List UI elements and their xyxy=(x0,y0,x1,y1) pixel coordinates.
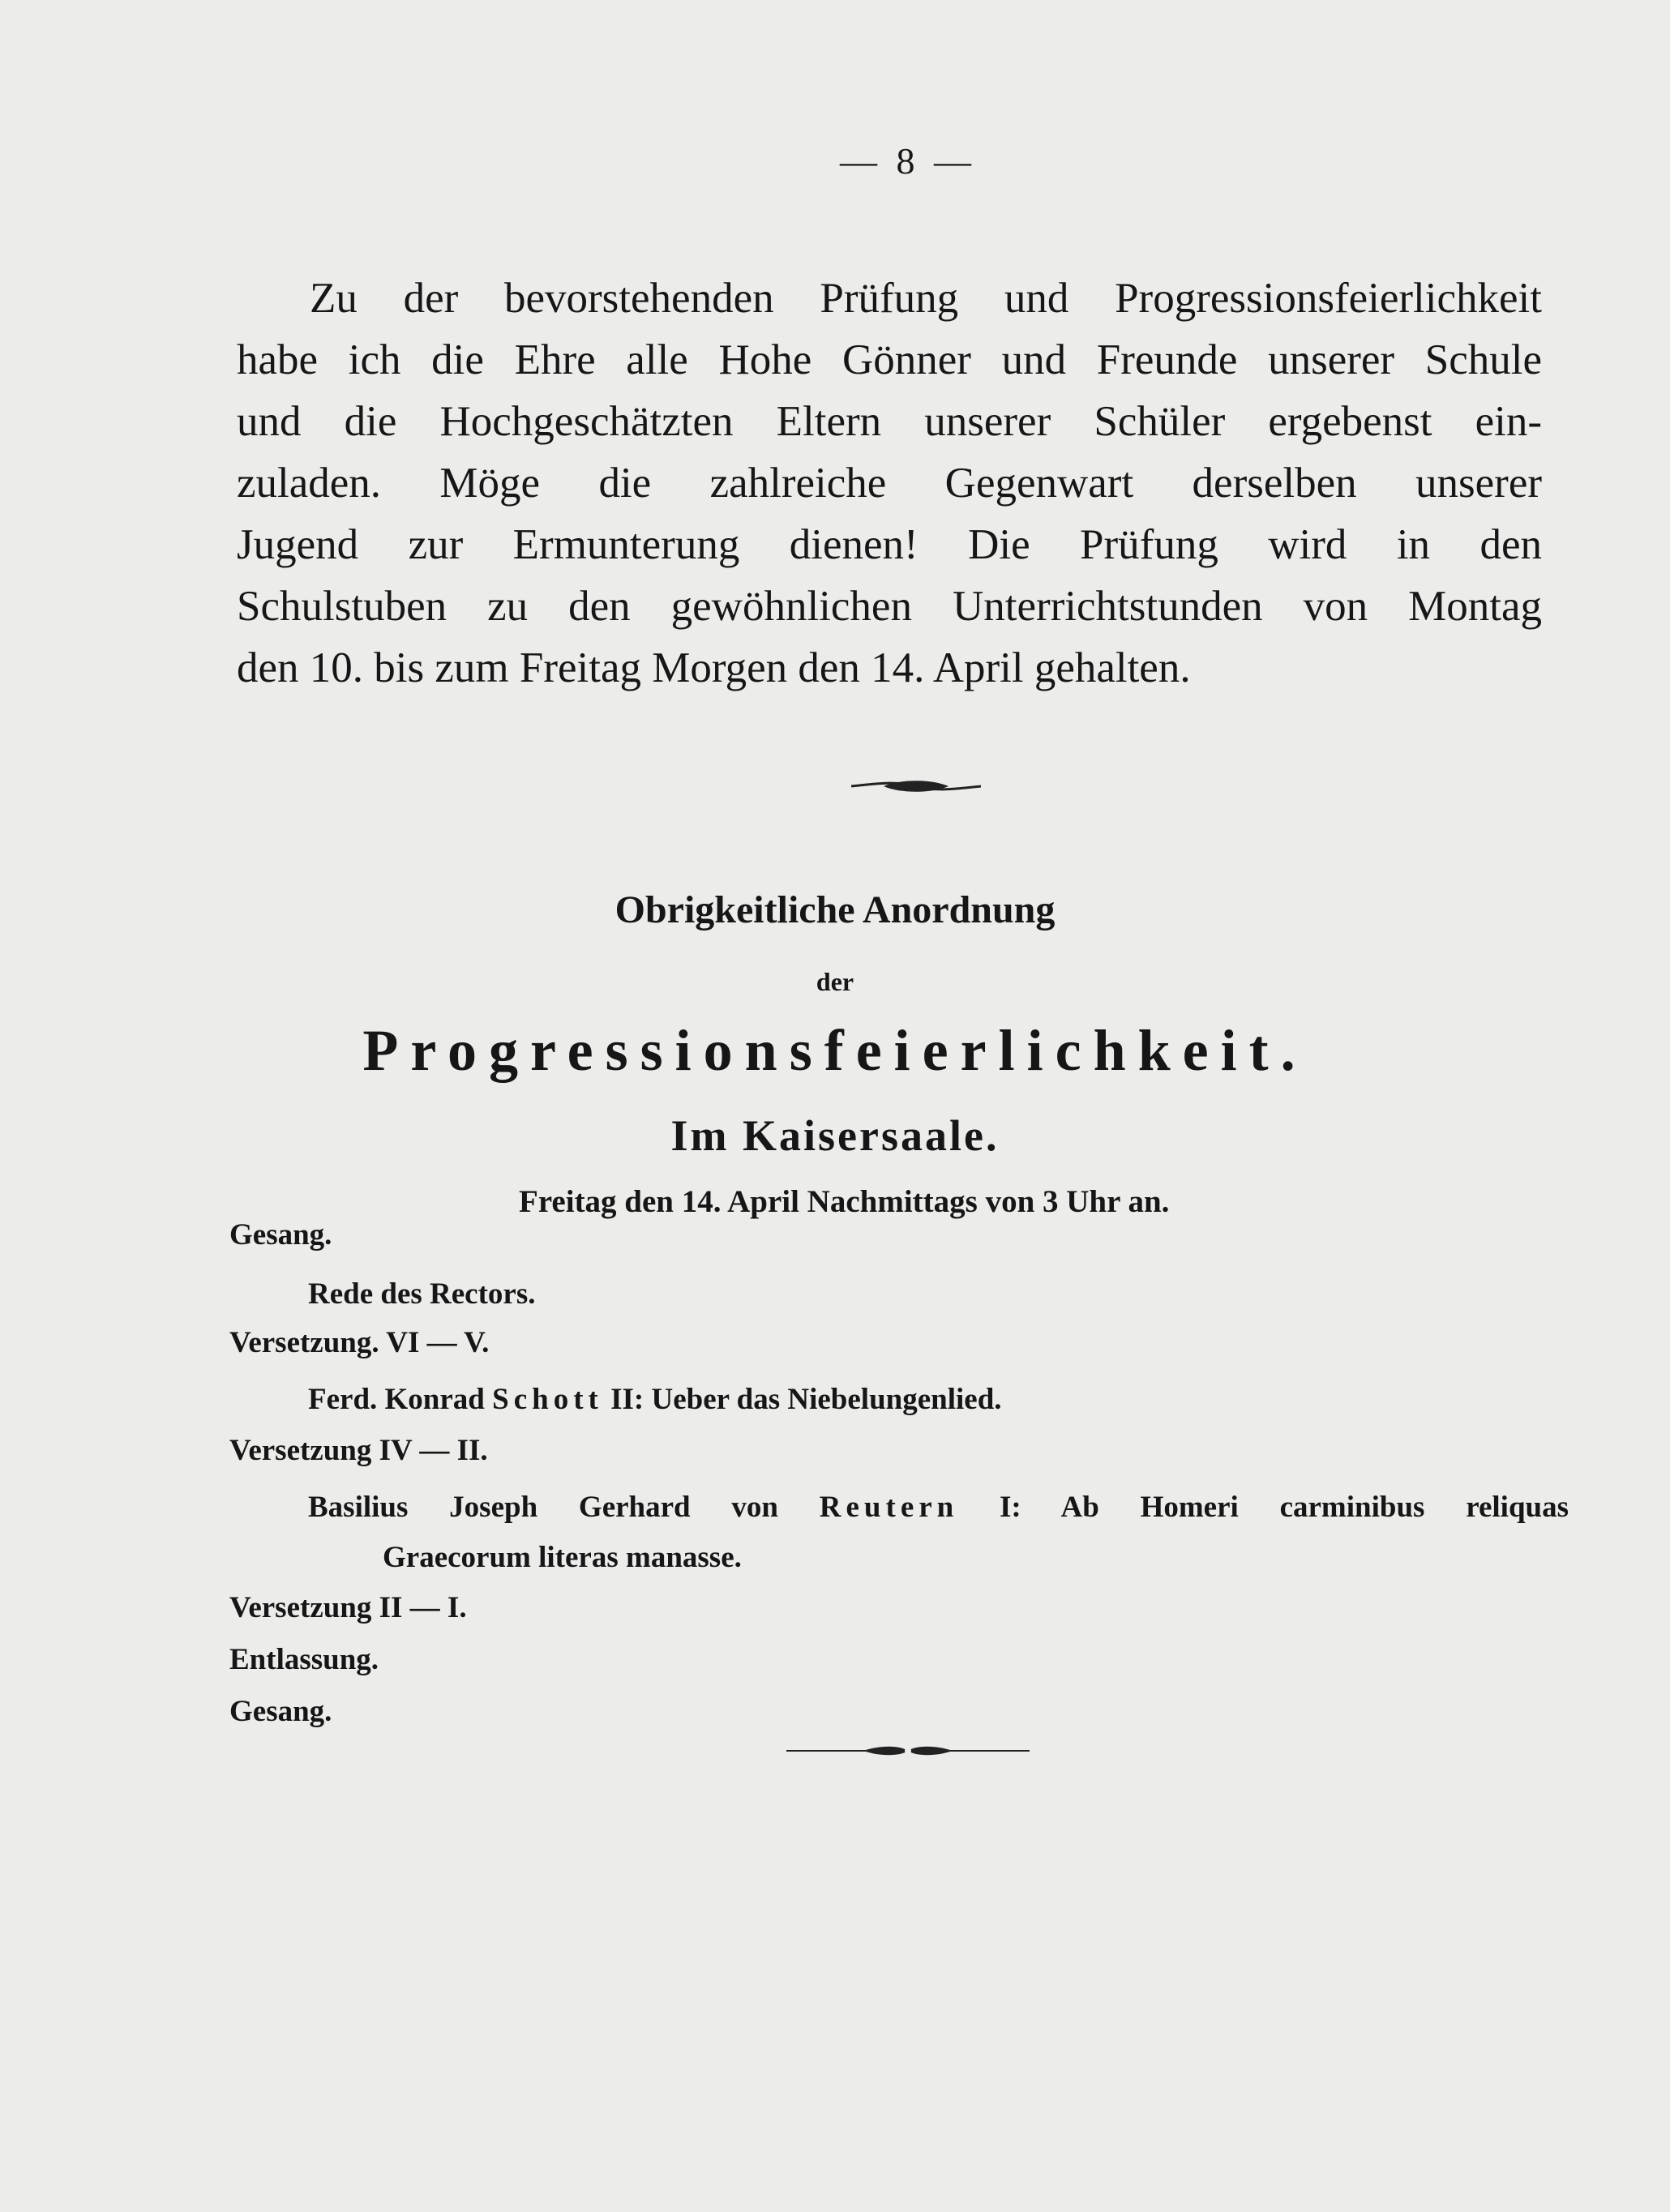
speaker-name: Basilius Joseph Gerhard von xyxy=(308,1491,778,1524)
intro-line: Schulstuben zu den gewöhnlichen Unterrichtstunden von Montag xyxy=(237,583,1542,630)
speaker-name: Ferd. Konrad xyxy=(308,1383,485,1416)
heading-place: Im Kaisersaale. xyxy=(670,1111,1000,1160)
speaker-surname: Schott xyxy=(492,1383,603,1416)
heading-date: Freitag den 14. April Nachmittags von 3 Uhr an. xyxy=(519,1184,1170,1219)
program-rede: Rede des Rectors. xyxy=(308,1277,536,1311)
page-number: — 8 — xyxy=(840,140,976,182)
intro-line: und die Hochgeschätzten Eltern unserer Schüler ergebenst ein- xyxy=(237,398,1542,445)
heading-title: Obrigkeitliche Anordnung xyxy=(614,888,1056,931)
intro-line: zuladen. Möge die zahlreiche Gegenwart derselben unserer xyxy=(237,460,1542,507)
program-schott xyxy=(308,1382,1002,1417)
heading-main: Progressionsfeierlichkeit. xyxy=(362,1018,1308,1083)
speech-topic: I: Ab Homeri carminibus reliquas xyxy=(1000,1491,1569,1524)
separator-ornament-top xyxy=(851,774,981,798)
intro-line: Jugend zur Ermunterung dienen! Die Prüfung wird in den xyxy=(237,521,1542,568)
program-entlassung: Entlassung. xyxy=(229,1643,379,1676)
program-reutern-cont: Graecorum literas manasse. xyxy=(383,1541,742,1574)
program-versetzung: Versetzung II — I. xyxy=(229,1591,467,1624)
separator-ornament-bottom xyxy=(786,1743,1030,1759)
program-reutern xyxy=(308,1490,1569,1525)
speech-topic: II: Ueber das Niebelungenlied. xyxy=(610,1383,1002,1416)
intro-line: den 10. bis zum Freitag Morgen den 14. April gehalten. xyxy=(237,644,1191,691)
program-gesang: Gesang. xyxy=(229,1218,332,1251)
intro-line: habe ich die Ehre alle Hohe Gönner und Freunde unserer Schule xyxy=(237,336,1542,383)
program-gesang: Gesang. xyxy=(229,1695,332,1728)
program-versetzung: Versetzung IV — II. xyxy=(229,1434,488,1467)
heading-der: der xyxy=(816,967,854,996)
program-versetzung: Versetzung. VI — V. xyxy=(229,1326,490,1359)
intro-line: Zu der bevorstehenden Prüfung und Progressionsfeierlichkeit xyxy=(310,275,1542,322)
intro-paragraph xyxy=(237,267,1542,699)
speaker-surname: Reutern xyxy=(819,1491,959,1524)
